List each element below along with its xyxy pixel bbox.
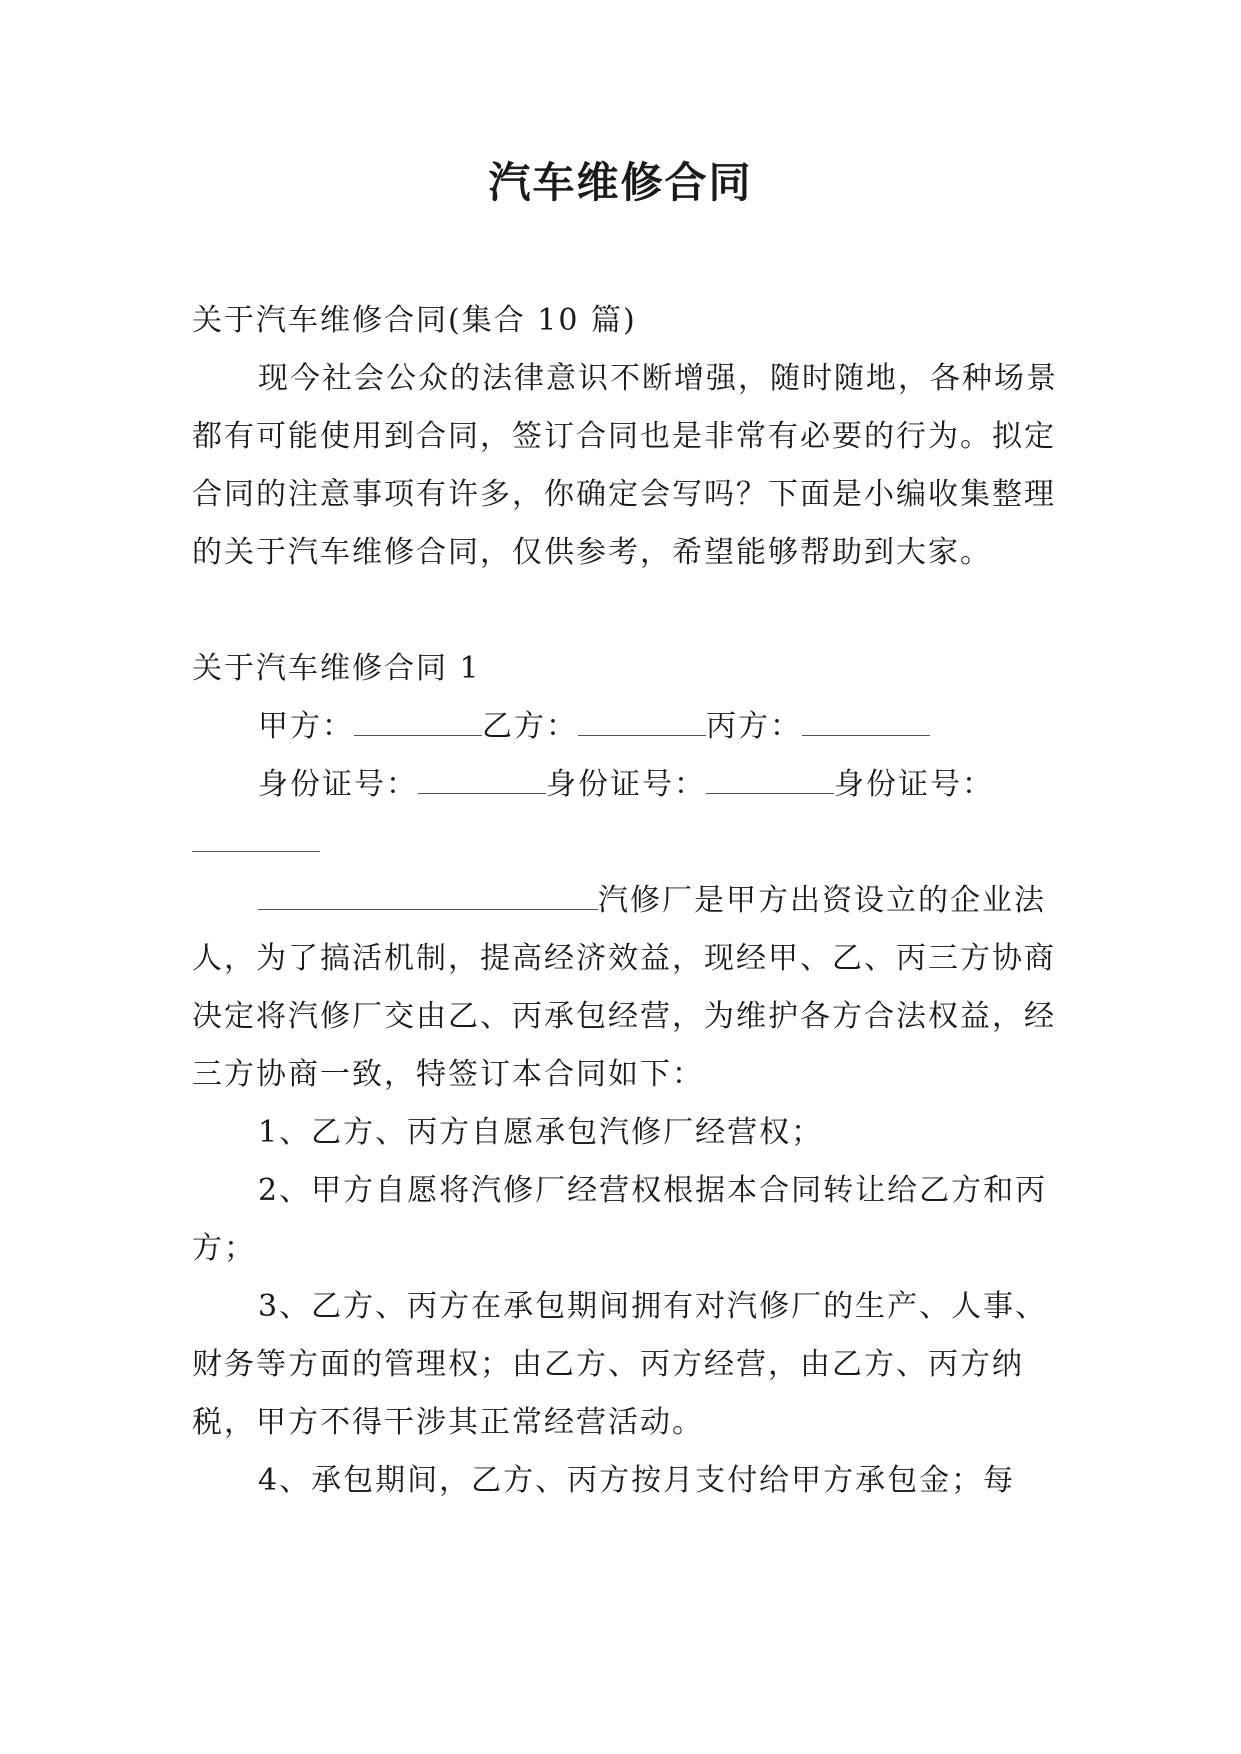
document-subtitle: 关于汽车维修合同(集合 10 篇)	[192, 303, 637, 338]
document-title: 汽车维修合同	[488, 158, 753, 207]
id-numbers-line	[192, 756, 1072, 872]
preamble-paragraph	[192, 872, 1072, 1104]
id-blank-jia	[418, 769, 546, 794]
factory-name-blank	[258, 885, 598, 910]
party-jia-blank	[354, 711, 482, 736]
party-yi-label: 乙方：	[482, 709, 578, 744]
clause-1: 1、乙方、丙方自愿承包汽修厂经营权；	[258, 1115, 824, 1150]
party-jia-label: 甲方：	[258, 709, 354, 744]
party-yi-blank	[578, 711, 706, 736]
preamble-text: 汽修厂是甲方出资设立的企业法人，为了搞活机制，提高经济效益，现经甲、乙、丙三方协商决定将汽修厂交由乙、丙承包经营，为维护各方合法权益，经三方协商一致，特签订本合同如下：	[192, 883, 1056, 1092]
intro-paragraph: 现今社会公众的法律意识不断增强，随时随地，各种场景都有可能使用到合同，签订合同也是非常有必要的行为。拟定合同的注意事项有许多，你确定会写吗？下面是小编收集整理的关于汽车维修合同，仅供参考，希望能够帮助到大家。	[192, 361, 1058, 570]
section-title: 关于汽车维修合同 1	[192, 651, 481, 686]
clause-2: 2、甲方自愿将汽修厂经营权根据本合同转让给乙方和丙方；	[192, 1173, 1048, 1266]
id-label-jia: 身份证号：	[258, 767, 418, 802]
id-blank-yi	[706, 769, 834, 794]
party-bing-blank	[802, 711, 930, 736]
id-blank-bing	[192, 827, 320, 852]
party-bing-label: 丙方：	[706, 709, 802, 744]
parties-line	[192, 698, 1072, 756]
document-body	[192, 292, 1072, 1510]
id-label-yi: 身份证号：	[546, 767, 706, 802]
paragraph-gap	[192, 582, 1072, 640]
id-label-bing: 身份证号：	[834, 767, 994, 802]
clause-3: 3、乙方、丙方在承包期间拥有对汽修厂的生产、人事、财务等方面的管理权；由乙方、丙方经营，由乙方、丙方纳税，甲方不得干涉其正常经营活动。	[192, 1289, 1048, 1440]
clause-4: 4、承包期间，乙方、丙方按月支付给甲方承包金；每	[258, 1463, 1016, 1498]
